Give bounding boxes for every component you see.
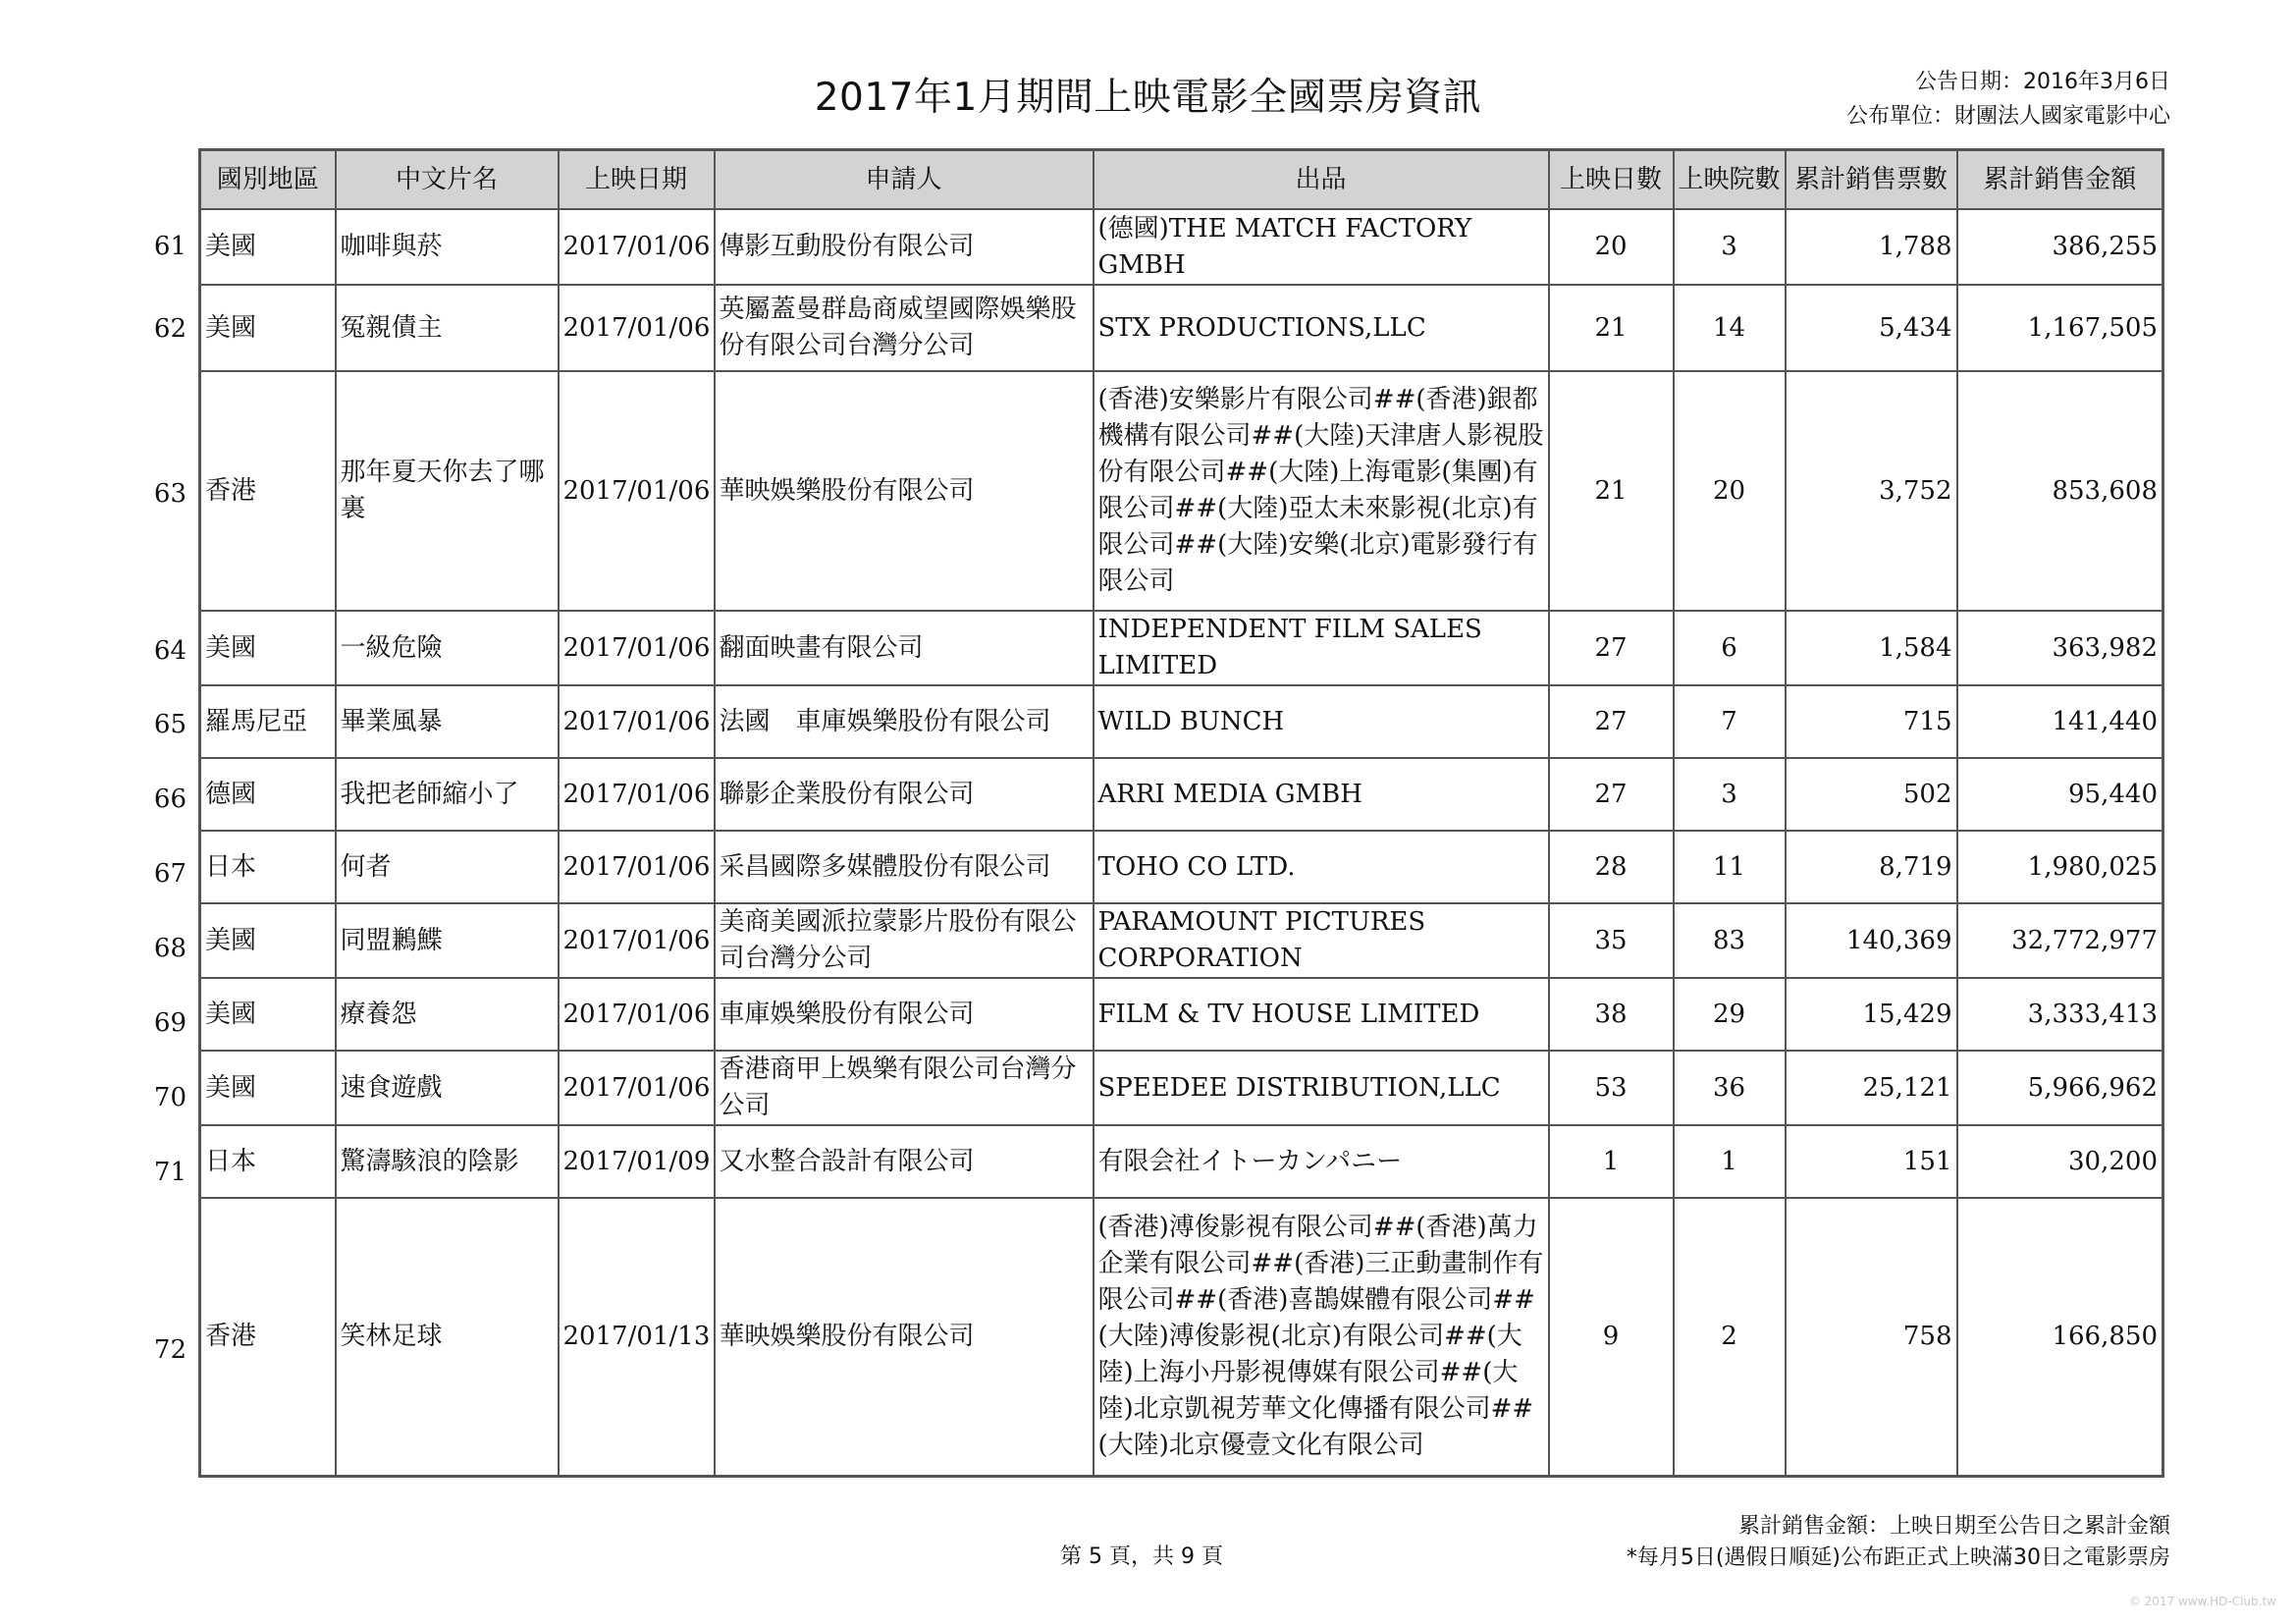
cell-screening-days: 21 [1549, 285, 1674, 371]
row-number: 71 [153, 1158, 187, 1187]
cell-movie-title: 冤親債主 [336, 285, 559, 371]
cell-screening-days: 20 [1549, 209, 1674, 285]
cell-release-date: 2017/01/06 [559, 978, 715, 1051]
cell-tickets-sold: 758 [1786, 1198, 1957, 1476]
cell-producer: FILM & TV HOUSE LIMITED [1094, 978, 1549, 1051]
cell-movie-title: 咖啡與菸 [336, 209, 559, 285]
cell-screening-days: 28 [1549, 831, 1674, 903]
cell-release-date: 2017/01/06 [559, 831, 715, 903]
cell-screening-days: 27 [1549, 611, 1674, 685]
cell-theater-count: 36 [1674, 1051, 1786, 1125]
col-header-producer: 出品 [1094, 150, 1549, 210]
cell-movie-title: 同盟鶼鰈 [336, 903, 559, 978]
cell-release-date: 2017/01/06 [559, 685, 715, 758]
cell-theater-count: 83 [1674, 903, 1786, 978]
cell-theater-count: 1 [1674, 1125, 1786, 1198]
cell-release-date: 2017/01/06 [559, 903, 715, 978]
cell-tickets-sold: 8,719 [1786, 831, 1957, 903]
cell-country: 美國 [200, 209, 336, 285]
cell-theater-count: 3 [1674, 209, 1786, 285]
cell-gross-amount: 853,608 [1957, 371, 2163, 611]
cell-producer: 有限会社イトーカンパニー [1094, 1125, 1549, 1198]
cell-producer: STX PRODUCTIONS,LLC [1094, 285, 1549, 371]
cell-gross-amount: 30,200 [1957, 1125, 2163, 1198]
page-indicator: 第 5 頁，共 9 頁 [1060, 1544, 1223, 1569]
footnote-publication-rule: *每月5日(遇假日順延)公布距正式上映滿30日之電影票房 [1626, 1545, 2170, 1570]
cell-movie-title: 那年夏天你去了哪裏 [336, 371, 559, 611]
table-row [200, 611, 2163, 685]
table-row [200, 1125, 2163, 1198]
cell-tickets-sold: 1,584 [1786, 611, 1957, 685]
cell-applicant: 英屬蓋曼群島商威望國際娛樂股份有限公司台灣分公司 [715, 285, 1094, 371]
cell-theater-count: 6 [1674, 611, 1786, 685]
cell-applicant: 采昌國際多媒體股份有限公司 [715, 831, 1094, 903]
table-row [200, 209, 2163, 285]
cell-gross-amount: 1,980,025 [1957, 831, 2163, 903]
cell-country: 美國 [200, 285, 336, 371]
cell-country: 美國 [200, 1051, 336, 1125]
cell-tickets-sold: 15,429 [1786, 978, 1957, 1051]
col-header-days: 上映日數 [1549, 150, 1674, 210]
cell-release-date: 2017/01/09 [559, 1125, 715, 1198]
cell-screening-days: 21 [1549, 371, 1674, 611]
row-number: 69 [153, 1008, 187, 1038]
cell-movie-title: 畢業風暴 [336, 685, 559, 758]
row-number: 64 [153, 636, 187, 666]
cell-theater-count: 20 [1674, 371, 1786, 611]
table-row [200, 1051, 2163, 1125]
cell-release-date: 2017/01/06 [559, 371, 715, 611]
cell-theater-count: 2 [1674, 1198, 1786, 1476]
cell-applicant: 翻面映畫有限公司 [715, 611, 1094, 685]
table-row [200, 685, 2163, 758]
cell-release-date: 2017/01/06 [559, 1051, 715, 1125]
row-number: 67 [153, 859, 187, 889]
row-number: 61 [153, 231, 187, 261]
cell-tickets-sold: 140,369 [1786, 903, 1957, 978]
table-row [200, 903, 2163, 978]
cell-screening-days: 27 [1549, 685, 1674, 758]
table-row [200, 978, 2163, 1051]
col-header-amount: 累計銷售金額 [1957, 150, 2163, 210]
cell-movie-title: 何者 [336, 831, 559, 903]
footnote-amount-definition: 累計銷售金額：上映日期至公告日之累計金額 [1737, 1514, 2170, 1539]
row-number: 62 [153, 314, 187, 344]
cell-producer: INDEPENDENT FILM SALES LIMITED [1094, 611, 1549, 685]
cell-applicant: 法國 車庫娛樂股份有限公司 [715, 685, 1094, 758]
cell-gross-amount: 95,440 [1957, 758, 2163, 831]
cell-country: 日本 [200, 831, 336, 903]
col-header-date: 上映日期 [559, 150, 715, 210]
cell-screening-days: 38 [1549, 978, 1674, 1051]
cell-theater-count: 7 [1674, 685, 1786, 758]
cell-release-date: 2017/01/13 [559, 1198, 715, 1476]
table-row [200, 758, 2163, 831]
cell-tickets-sold: 1,788 [1786, 209, 1957, 285]
table-header-row [200, 150, 2163, 210]
cell-tickets-sold: 5,434 [1786, 285, 1957, 371]
table-row [200, 371, 2163, 611]
cell-movie-title: 我把老師縮小了 [336, 758, 559, 831]
cell-applicant: 美商美國派拉蒙影片股份有限公司台灣分公司 [715, 903, 1094, 978]
row-number: 68 [153, 934, 187, 963]
cell-country: 羅馬尼亞 [200, 685, 336, 758]
table-row [200, 831, 2163, 903]
cell-producer: PARAMOUNT PICTURES CORPORATION [1094, 903, 1549, 978]
cell-applicant: 又水整合設計有限公司 [715, 1125, 1094, 1198]
cell-country: 德國 [200, 758, 336, 831]
cell-movie-title: 笑林足球 [336, 1198, 559, 1476]
cell-movie-title: 療養怨 [336, 978, 559, 1051]
cell-gross-amount: 363,982 [1957, 611, 2163, 685]
row-number: 63 [153, 479, 187, 509]
cell-gross-amount: 32,772,977 [1957, 903, 2163, 978]
cell-screening-days: 9 [1549, 1198, 1674, 1476]
cell-release-date: 2017/01/06 [559, 611, 715, 685]
cell-producer: (德國)THE MATCH FACTORY GMBH [1094, 209, 1549, 285]
cell-gross-amount: 1,167,505 [1957, 285, 2163, 371]
page-title: 2017年1月期間上映電影全國票房資訊 [814, 76, 1482, 120]
cell-applicant: 香港商甲上娛樂有限公司台灣分公司 [715, 1051, 1094, 1125]
cell-applicant: 聯影企業股份有限公司 [715, 758, 1094, 831]
cell-producer: ARRI MEDIA GMBH [1094, 758, 1549, 831]
cell-tickets-sold: 715 [1786, 685, 1957, 758]
cell-release-date: 2017/01/06 [559, 285, 715, 371]
publisher: 公布單位：財團法人國家電影中心 [1845, 104, 2170, 129]
cell-screening-days: 53 [1549, 1051, 1674, 1125]
cell-movie-title: 一級危險 [336, 611, 559, 685]
cell-tickets-sold: 3,752 [1786, 371, 1957, 611]
cell-theater-count: 29 [1674, 978, 1786, 1051]
row-number: 72 [153, 1334, 187, 1365]
cell-gross-amount: 5,966,962 [1957, 1051, 2163, 1125]
cell-applicant: 車庫娛樂股份有限公司 [715, 978, 1094, 1051]
cell-tickets-sold: 25,121 [1786, 1051, 1957, 1125]
table-row [200, 1198, 2163, 1476]
row-number: 66 [153, 785, 187, 814]
cell-applicant: 華映娛樂股份有限公司 [715, 371, 1094, 611]
cell-country: 香港 [200, 1198, 336, 1476]
cell-screening-days: 35 [1549, 903, 1674, 978]
cell-producer: WILD BUNCH [1094, 685, 1549, 758]
row-number: 70 [153, 1083, 187, 1112]
cell-movie-title: 驚濤駭浪的陰影 [336, 1125, 559, 1198]
cell-producer: (香港)安樂影片有限公司##(香港)銀都機構有限公司##(大陸)天津唐人影視股份有限公司##(大陸)上海電影(集團)有限公司##(大陸)亞太未來影視(北京)有限公司##(大陸)安樂(北京)電影發行有限公司 [1094, 371, 1549, 611]
col-header-theaters: 上映院數 [1674, 150, 1786, 210]
cell-country: 日本 [200, 1125, 336, 1198]
cell-producer: TOHO CO LTD. [1094, 831, 1549, 903]
row-number: 65 [153, 710, 187, 739]
cell-applicant: 華映娛樂股份有限公司 [715, 1198, 1094, 1476]
announce-date: 公告日期：2016年3月6日 [1915, 70, 2170, 94]
table-row [200, 285, 2163, 371]
cell-screening-days: 27 [1549, 758, 1674, 831]
cell-gross-amount: 141,440 [1957, 685, 2163, 758]
cell-theater-count: 14 [1674, 285, 1786, 371]
cell-theater-count: 11 [1674, 831, 1786, 903]
cell-movie-title: 速食遊戲 [336, 1051, 559, 1125]
cell-gross-amount: 386,255 [1957, 209, 2163, 285]
cell-tickets-sold: 151 [1786, 1125, 1957, 1198]
cell-theater-count: 3 [1674, 758, 1786, 831]
cell-gross-amount: 166,850 [1957, 1198, 2163, 1476]
cell-country: 美國 [200, 903, 336, 978]
cell-screening-days: 1 [1549, 1125, 1674, 1198]
cell-release-date: 2017/01/06 [559, 758, 715, 831]
cell-country: 美國 [200, 611, 336, 685]
col-header-title: 中文片名 [336, 150, 559, 210]
cell-country: 美國 [200, 978, 336, 1051]
cell-gross-amount: 3,333,413 [1957, 978, 2163, 1051]
col-header-applicant: 申請人 [715, 150, 1094, 210]
box-office-table [198, 148, 2164, 1478]
cell-producer: (香港)溥俊影視有限公司##(香港)萬力企業有限公司##(香港)三正動畫制作有限公司##(香港)喜鵲媒體有限公司##(大陸)溥俊影視(北京)有限公司##(大陸)上海小丹影視傳媒有限公司##(大陸)北京凱視芳華文化傳播有限公司##(大陸)北京優壹文化有限公司 [1094, 1198, 1549, 1476]
cell-applicant: 傳影互動股份有限公司 [715, 209, 1094, 285]
cell-country: 香港 [200, 371, 336, 611]
watermark: © 2017 www.HD-Club.tw [2128, 1595, 2276, 1608]
cell-release-date: 2017/01/06 [559, 209, 715, 285]
col-header-country: 國別地區 [200, 150, 336, 210]
cell-producer: SPEEDEE DISTRIBUTION,LLC [1094, 1051, 1549, 1125]
col-header-tickets: 累計銷售票數 [1786, 150, 1957, 210]
cell-tickets-sold: 502 [1786, 758, 1957, 831]
